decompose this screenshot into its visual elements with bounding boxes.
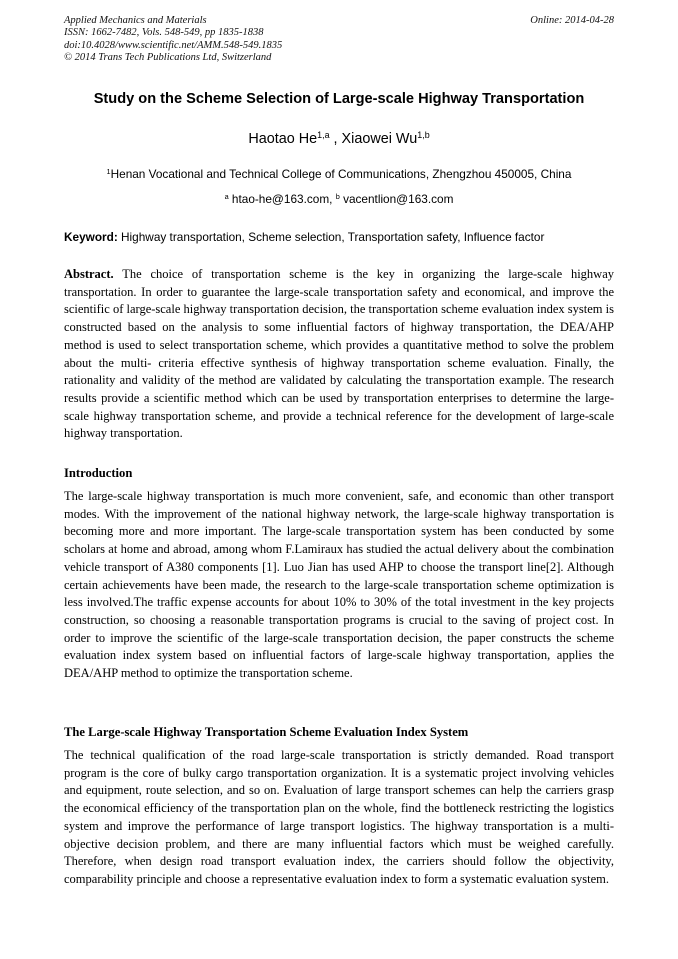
author-separator: , bbox=[329, 131, 342, 147]
email-line bbox=[0, 192, 678, 206]
affiliation bbox=[0, 167, 678, 181]
affiliation-mark: 1 bbox=[106, 166, 111, 176]
author-name: Xiaowei Wu bbox=[341, 131, 418, 147]
email-mark: a bbox=[224, 191, 229, 201]
abstract-text: The choice of transportation scheme is the key in organizing the large-scale highway transportation. In order to guarantee the large-scale transportation safety and economical, and improve the scientific of large-scale highway transportation decision, the transportation scheme evaluation index system is constructed based on the analysis to some influential factors of highway transportation, the DEA/AHP method is used to select transportation scheme, which provides a quantitative method to solve the problem about the multi- criteria effective synthesis of highway transportation scheme evaluation. Finally, the rationality and validity of the method are validated by calculating the transportation example. The research results provide a scientific method which can be used by transportation enterprises to determine the large-scale highway transportation scheme, and provide a technical reference for the development of large-scale highway transportation. bbox=[64, 267, 614, 441]
keyword-text: Highway transportation, Scheme selection, Transportation safety, Influence factor bbox=[121, 230, 545, 244]
online-date: Online: 2014-04-28 bbox=[530, 15, 614, 26]
journal-name: Applied Mechanics and Materials bbox=[64, 15, 207, 26]
section-heading: The Large-scale Highway Transportation Scheme Evaluation Index System bbox=[64, 725, 469, 739]
author-name: Haotao He bbox=[248, 131, 318, 147]
author-affil-mark: 1,a bbox=[317, 130, 330, 141]
keyword-label: Keyword: bbox=[64, 230, 118, 244]
copyright-line: © 2014 Trans Tech Publications Ltd, Switzerland bbox=[64, 52, 272, 64]
author-affil-mark: 1,b bbox=[417, 130, 430, 141]
email-address: vacentlion@163.com bbox=[343, 192, 454, 206]
paper-title: Study on the Scheme Selection of Large-scale Highway Transportation bbox=[93, 91, 585, 107]
section-paragraph: The large-scale highway transportation is much more convenient, safe, and economic than other transport modes. With the improvement of the national highway network, the large-scale highway transportation is becoming more and more important. The large-scale transportation system has been conducted by some scholars at home and abroad, among whom F.Lamiraux has studied the actual delivery about the combination vehicle transport of A380 components [1]. Luo Jian has used AHP to choose the transport line[2]. Although certain achievements have been made, the research to the large-scale transportation scheme optimization is less involved.The traffic expense accounts for about 10% to 30% of the total investment in the key projects construction, so choosing a reasonable transportation programs is crucial to the saving of project cost. In order to improve the scientific of the large-scale transportation decision, the paper constructs the scheme evaluation index system based on influential factors of large-scale highway transportation, applies the DEA/AHP method to optimize the transportation scheme. bbox=[64, 489, 614, 681]
abstract-paragraph bbox=[64, 266, 614, 443]
section-heading: Introduction bbox=[64, 466, 133, 480]
email-mark: b bbox=[335, 191, 340, 201]
keyword-line bbox=[64, 230, 624, 244]
section-paragraph: The technical qualification of the road large-scale transportation is strictly demanded. Road transport program is the core of bulky cargo transportation organization. It is a systematic project involving vehicles and equipment, route selection, and so on. Evaluation of large transport schemes can help the carriers grasp the economical efficiency of the transportation plan on the whole, find the bottleneck restricting the logistics system and improve the performance of large transport logistics. The highway transportation is a multi-objective decision problem, and there are many influential factors which must be weighed carefully. Therefore, when design road transport evaluation index, the carriers should follow the objectivity, comparability principle and choose a representative evaluation index to form a systematic evaluation system. bbox=[64, 748, 614, 886]
doi-line: doi:10.4028/www.scientific.net/AMM.548-549.1835 bbox=[64, 39, 283, 51]
affiliation-text: Henan Vocational and Technical College of Communications, Zhengzhou 450005, China bbox=[110, 167, 572, 181]
abstract-label: Abstract. bbox=[64, 267, 114, 281]
author-line bbox=[0, 131, 678, 147]
journal-header bbox=[64, 15, 282, 65]
issn-line: ISSN: 1662-7482, Vols. 548-549, pp 1835-1838 bbox=[64, 27, 264, 39]
email-address: htao-he@163.com, bbox=[231, 192, 333, 206]
